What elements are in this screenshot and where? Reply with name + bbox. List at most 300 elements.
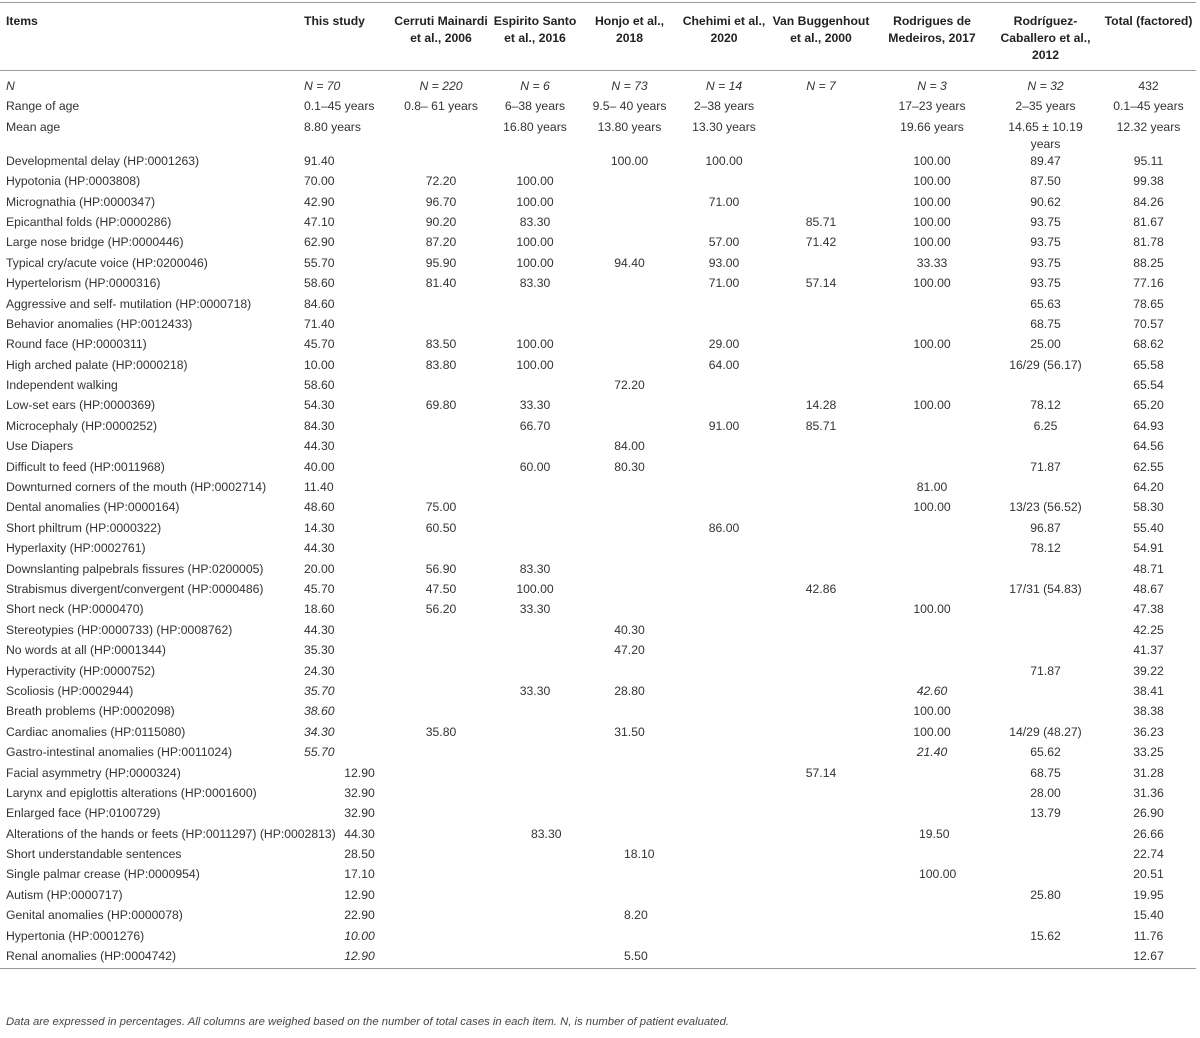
table-cell: 38.60 [304, 704, 335, 719]
table-cell [874, 418, 990, 438]
row-item-label: Epicanthal folds (HP:0000286) [6, 214, 172, 229]
table-cell [768, 561, 874, 581]
table-cell [874, 846, 990, 866]
table-cell: 64.00 [708, 357, 740, 372]
table-cell: 15.40 [1133, 908, 1164, 923]
table-row [0, 397, 1196, 417]
table-cell: 45.70 [304, 337, 335, 352]
table-cell: 39.22 [1133, 663, 1164, 678]
table-cell: 100.00 [516, 581, 554, 596]
table-cell: 100.00 [516, 255, 554, 270]
table-cell: 66.70 [519, 418, 551, 433]
table-cell: 84.00 [614, 439, 645, 454]
table-row [0, 119, 1196, 153]
row-item-label: Micrognathia (HP:0000347) [6, 194, 156, 209]
table-row [0, 683, 1196, 703]
table-cell [874, 642, 990, 662]
table-cell: 41.37 [1133, 643, 1164, 658]
table-cell [768, 255, 874, 275]
table-cell: 100.00 [705, 153, 743, 168]
row-item-label: Independent walking [6, 378, 118, 393]
table-cell: 21.40 [916, 745, 948, 760]
table-row [0, 479, 1196, 499]
table-cell [680, 866, 768, 886]
table-cell: 87.50 [1030, 174, 1061, 189]
table-cell: 83.50 [425, 337, 457, 352]
table-cell: 35.30 [304, 643, 335, 658]
table-cell: 14.28 [805, 398, 837, 413]
table-cell: 10.00 [304, 357, 335, 372]
table-cell [768, 846, 874, 866]
row-item-label: N [6, 79, 15, 93]
table-cell: 68.75 [1030, 316, 1061, 331]
col-header-rodriguez: Rodríguez-Caballero et al., 2012 [1000, 14, 1091, 62]
table-cell [391, 642, 491, 662]
table-cell: 57.00 [708, 235, 740, 250]
table-cell [579, 173, 680, 193]
table-cell [768, 663, 874, 683]
table-row [0, 846, 1196, 866]
table-cell [874, 765, 990, 785]
table-row [0, 561, 1196, 581]
table-cell: 11.76 [1133, 928, 1164, 943]
table-cell: 2–38 years [693, 99, 755, 114]
table-cell [768, 948, 874, 969]
table-cell: 47.50 [425, 581, 457, 596]
table-cell [491, 316, 579, 336]
table-cell [768, 336, 874, 356]
table-cell [768, 601, 874, 621]
table-cell: 35.80 [425, 724, 457, 739]
table-cell [680, 459, 768, 479]
table-cell [579, 601, 680, 621]
table-cell [391, 540, 491, 560]
table-cell [680, 785, 768, 805]
table-cell: 71.87 [1030, 663, 1061, 678]
table-cell [768, 642, 874, 662]
table-cell [680, 540, 768, 560]
table-row [0, 499, 1196, 519]
table-cell [768, 479, 874, 499]
table-cell [990, 826, 1101, 846]
table-cell [491, 153, 579, 173]
table-cell [680, 663, 768, 683]
table-cell [579, 234, 680, 254]
table-cell [990, 438, 1101, 458]
table-cell [768, 173, 874, 193]
table-cell [579, 214, 680, 234]
table-cell [491, 622, 579, 642]
table-row [0, 581, 1196, 601]
table-cell [579, 581, 680, 601]
table-row [0, 438, 1196, 458]
table-cell [579, 928, 680, 948]
table-cell: 42.60 [916, 683, 948, 698]
table-cell: 96.70 [425, 194, 457, 209]
table-cell: 71.87 [1030, 459, 1061, 474]
table-cell [391, 907, 491, 927]
table-cell [391, 866, 491, 886]
table-row [0, 98, 1196, 118]
table-cell [391, 744, 491, 764]
table-cell [680, 703, 768, 723]
table-cell: 57.14 [805, 276, 837, 291]
table-cell: 65.62 [1030, 745, 1061, 760]
table-cell: 55.70 [304, 255, 335, 270]
table-cell [768, 499, 874, 519]
table-cell [680, 826, 768, 846]
table-cell: 71.00 [708, 276, 740, 291]
table-cell: 72.20 [425, 174, 457, 189]
row-item-label: Hypertonia (HP:0001276) [6, 928, 145, 943]
table-cell: 91.40 [304, 153, 335, 168]
table-cell [491, 438, 579, 458]
table-cell: 86.00 [708, 520, 740, 535]
table-cell [680, 907, 768, 927]
table-cell: 81.78 [1133, 235, 1164, 250]
table-cell: 12.67 [1133, 949, 1164, 964]
table-cell [391, 887, 491, 907]
table-cell: 42.25 [1133, 622, 1164, 637]
table-cell [680, 479, 768, 499]
table-cell: 56.20 [425, 602, 457, 617]
table-cell [579, 887, 680, 907]
table-cell [680, 316, 768, 336]
row-item-label: Difficult to feed (HP:0011968) [6, 459, 165, 474]
table-cell [391, 663, 491, 683]
table-cell [391, 438, 491, 458]
table-cell [491, 928, 579, 948]
table-cell [579, 520, 680, 540]
table-cell: 95.11 [1133, 153, 1164, 168]
table-cell: 100.00 [516, 357, 554, 372]
table-cell: 432 [1138, 79, 1159, 93]
table-cell: 45.70 [304, 581, 335, 596]
table-cell: 57.14 [805, 765, 837, 780]
row-item-label: High arched palate (HP:0000218) [6, 357, 188, 372]
table-cell: 100.00 [919, 867, 957, 882]
table-cell: 17/31 (54.83) [1009, 581, 1082, 596]
table-cell [680, 581, 768, 601]
table-cell: 78.12 [1030, 541, 1061, 556]
table-row [0, 357, 1196, 377]
row-item-label: Use Diapers [6, 439, 74, 454]
table-cell [874, 438, 990, 458]
row-item-label: Gastro-intestinal anomalies (HP:0011024) [6, 745, 233, 760]
row-item-label: Scoliosis (HP:0002944) [6, 683, 134, 698]
table-cell: 100.00 [913, 214, 951, 229]
table-cell: 71.42 [805, 235, 837, 250]
table-cell: 0.1–45 years [1113, 99, 1184, 114]
table-row [0, 316, 1196, 336]
row-item-label: Facial asymmetry (HP:0000324) [6, 765, 181, 780]
table-cell: 18.60 [304, 602, 335, 617]
row-item-label: Hyperactivity (HP:0000752) [6, 663, 156, 678]
table-cell [680, 642, 768, 662]
table-cell: 58.60 [304, 378, 335, 393]
table-cell [491, 805, 579, 825]
table-cell: 38.41 [1133, 683, 1164, 698]
table-cell [768, 153, 874, 173]
table-row [0, 459, 1196, 479]
table-cell: 88.25 [1133, 255, 1164, 270]
table-cell [768, 683, 874, 703]
table-cell [579, 744, 680, 764]
table-cell: 54.30 [304, 398, 335, 413]
table-cell: 83.80 [425, 357, 457, 372]
table-cell [491, 663, 579, 683]
table-cell: 38.38 [1133, 704, 1164, 719]
table-cell: 9.5– 40 years [592, 99, 667, 114]
table-cell: 93.75 [1030, 235, 1061, 250]
row-item-label: Dental anomalies (HP:0000164) [6, 500, 180, 515]
table-cell: 33.30 [519, 602, 551, 617]
table-cell: 31.50 [614, 724, 645, 739]
table-cell: 62.90 [304, 235, 335, 250]
table-cell [391, 948, 491, 969]
table-cell [391, 785, 491, 805]
table-cell [579, 296, 680, 316]
table-cell: 16/29 (56.17) [1009, 357, 1082, 372]
table-row [0, 296, 1196, 316]
table-cell [391, 846, 491, 866]
table-cell [491, 907, 579, 927]
table-cell: 14/29 (48.27) [1009, 724, 1082, 739]
table-cell: 99.38 [1133, 174, 1164, 189]
table-cell: 12.90 [344, 887, 375, 902]
table-cell [768, 785, 874, 805]
row-item-label: Breath problems (HP:0002098) [6, 704, 175, 719]
table-row [0, 255, 1196, 275]
table-cell [768, 887, 874, 907]
table-cell: 100.00 [913, 704, 951, 719]
table-cell: 5.50 [624, 949, 648, 964]
table-cell: 100.00 [913, 500, 951, 515]
table-cell [768, 377, 874, 397]
table-cell: 18.10 [624, 847, 655, 862]
table-cell: 100.00 [516, 235, 554, 250]
table-row [0, 948, 1196, 969]
table-cell: 78.65 [1133, 296, 1164, 311]
table-cell: 54.91 [1133, 541, 1164, 556]
table-cell [680, 561, 768, 581]
table-row [0, 622, 1196, 642]
row-item-label: Aggressive and self- mutilation (HP:0000718) [6, 296, 252, 311]
table-cell: 83.30 [519, 276, 551, 291]
table-cell: 100.00 [913, 276, 951, 291]
table-body [0, 71, 1196, 969]
table-cell [680, 805, 768, 825]
row-item-label: Downslanting palpebrals fissures (HP:0200005) [6, 561, 264, 576]
table-cell [874, 581, 990, 601]
table-cell: 40.00 [304, 459, 335, 474]
table-cell: N = 73 [611, 79, 648, 93]
table-row [0, 336, 1196, 356]
table-cell [874, 357, 990, 377]
table-cell [579, 765, 680, 785]
table-cell: 19.50 [919, 826, 950, 841]
row-item-label: Hyperlaxity (HP:0002761) [6, 541, 146, 556]
table-cell: 65.63 [1030, 296, 1061, 311]
table-cell [874, 459, 990, 479]
table-row [0, 805, 1196, 825]
col-header-chehimi: Chehimi et al., 2020 [682, 14, 766, 45]
table-cell: 58.30 [1133, 500, 1164, 515]
table-cell [680, 948, 768, 969]
table-row [0, 153, 1196, 173]
table-cell: 90.62 [1030, 194, 1061, 209]
table-cell: 55.40 [1133, 520, 1164, 535]
row-item-label: Round face (HP:0000311) [6, 337, 147, 352]
table-cell [391, 683, 491, 703]
table-cell: 26.90 [1133, 806, 1164, 821]
table-cell [990, 683, 1101, 703]
row-item-label: Microcephaly (HP:0000252) [6, 418, 158, 433]
table-cell: 100.00 [516, 337, 554, 352]
table-cell: 36.23 [1133, 724, 1164, 739]
table-cell [680, 846, 768, 866]
table-cell: 75.00 [425, 500, 457, 515]
table-cell: 35.70 [304, 683, 335, 698]
table-cell: 19.95 [1133, 887, 1164, 902]
table-cell [680, 601, 768, 621]
table-cell [768, 826, 874, 846]
table-cell: N = 7 [806, 79, 836, 93]
table-cell [491, 499, 579, 519]
table-cell [579, 561, 680, 581]
table-cell: 77.16 [1133, 276, 1164, 291]
table-cell [391, 296, 491, 316]
table-cell: 83.30 [519, 561, 551, 576]
table-cell [579, 805, 680, 825]
table-cell: 15.62 [1030, 928, 1061, 943]
table-cell: 48.60 [304, 500, 335, 515]
table-cell [768, 316, 874, 336]
row-item-label: Range of age [6, 99, 80, 114]
table-row [0, 601, 1196, 621]
table-cell [391, 826, 491, 846]
table-cell: 8.20 [624, 908, 648, 923]
table-cell [391, 377, 491, 397]
table-cell [768, 622, 874, 642]
table-cell [680, 397, 768, 417]
table-cell [491, 948, 579, 969]
table-cell: 72.20 [614, 378, 645, 393]
table-cell [990, 377, 1101, 397]
table-cell: 47.20 [614, 643, 645, 658]
table-cell [768, 805, 874, 825]
table-cell: 48.71 [1133, 561, 1164, 576]
col-header-espirito: Espirito Santo et al., 2016 [493, 14, 577, 45]
table-cell: N = 70 [304, 79, 341, 93]
table-cell [491, 744, 579, 764]
table-cell [491, 765, 579, 785]
table-cell [579, 316, 680, 336]
table-cell: 24.30 [304, 663, 335, 678]
table-cell: 22.90 [344, 908, 375, 923]
table-cell: 93.75 [1030, 255, 1061, 270]
table-cell: 71.40 [304, 316, 335, 331]
table-cell [874, 887, 990, 907]
table-cell [491, 377, 579, 397]
row-item-label: Typical cry/acute voice (HP:0200046) [6, 255, 208, 270]
row-item-label: Downturned corners of the mouth (HP:0002714) [6, 480, 267, 495]
table-cell [768, 907, 874, 927]
table-cell: 33.25 [1133, 745, 1164, 760]
table-cell [391, 805, 491, 825]
table-cell: 10.00 [344, 928, 375, 943]
table-cell: 47.38 [1133, 602, 1164, 617]
table-cell: 69.80 [425, 398, 457, 413]
row-item-label: Larynx and epiglottis alterations (HP:0001600) [6, 785, 257, 800]
table-row [0, 724, 1196, 744]
table-row [0, 173, 1196, 193]
table-row [0, 540, 1196, 560]
table-cell: 44.30 [304, 439, 335, 454]
table-cell: 84.30 [304, 418, 335, 433]
table-cell [491, 866, 579, 886]
table-cell [579, 479, 680, 499]
table-cell [680, 173, 768, 193]
table-row [0, 866, 1196, 886]
table-cell: 93.75 [1030, 214, 1061, 229]
table-cell: N = 3 [917, 79, 947, 93]
table-cell [768, 540, 874, 560]
table-cell: 0.1–45 years [304, 99, 375, 114]
table-cell: 29.00 [708, 337, 740, 352]
col-header-rodrigues: Rodrigues de Medeiros, 2017 [888, 14, 976, 45]
table-cell: 26.66 [1133, 826, 1164, 841]
table-cell: 17.10 [344, 867, 375, 882]
table-cell [491, 520, 579, 540]
table-cell [768, 866, 874, 886]
table-cell [491, 703, 579, 723]
table-cell [391, 119, 491, 153]
table-cell [768, 744, 874, 764]
row-item-label: Large nose bridge (HP:0000446) [6, 235, 184, 250]
table-cell: 83.30 [531, 826, 562, 841]
table-cell: 33.30 [519, 683, 551, 698]
table-cell [874, 520, 990, 540]
table-row [0, 214, 1196, 234]
table-cell: 12.90 [344, 949, 375, 964]
table-cell [874, 663, 990, 683]
table-cell: 47.10 [304, 214, 335, 229]
table-cell: 19.66 years [900, 119, 964, 134]
table-cell: 28.00 [1030, 785, 1061, 800]
table-cell [990, 948, 1101, 969]
table-row [0, 907, 1196, 927]
table-cell: 100.00 [913, 153, 951, 168]
table-cell: 32.90 [344, 806, 375, 821]
table-cell: 13.79 [1030, 806, 1061, 821]
table-cell [990, 479, 1101, 499]
table-cell [874, 805, 990, 825]
table-cell: 44.30 [304, 622, 335, 637]
table-cell [680, 296, 768, 316]
table-cell [874, 296, 990, 316]
row-item-label: Genital anomalies (HP:0000078) [6, 908, 183, 923]
table-cell [491, 296, 579, 316]
table-cell: 14.30 [304, 520, 335, 535]
table-cell [680, 765, 768, 785]
table-cell [491, 642, 579, 662]
col-header-cerruti: Cerruti Mainardi et al., 2006 [394, 14, 488, 45]
table-cell [874, 316, 990, 336]
table-row [0, 765, 1196, 785]
header-row [0, 3, 1196, 71]
table-cell: 20.00 [304, 561, 335, 576]
